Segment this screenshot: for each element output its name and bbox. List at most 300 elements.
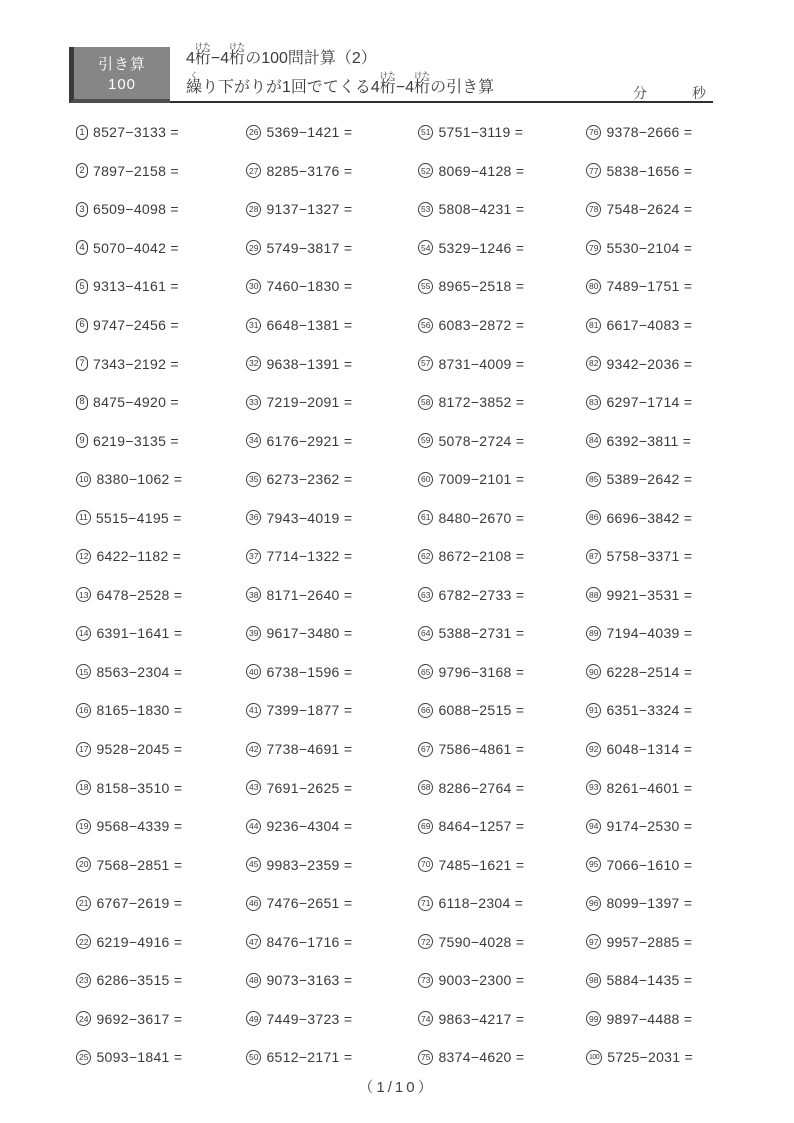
problem-row (418, 344, 586, 383)
problem-number: 16 (76, 703, 91, 718)
problem-expression: 8731−4009 = (438, 355, 525, 372)
problem-number: 68 (418, 780, 433, 795)
problem-expression: 8527−3133 = (93, 124, 179, 141)
problem-row (586, 922, 693, 961)
problem-row (246, 653, 418, 692)
problem-expression: 9921−3531 = (606, 586, 693, 603)
problem-expression: 6738−1596 = (266, 663, 353, 680)
problem-expression: 6617−4083 = (606, 317, 693, 333)
problem-expression: 8374−4620 = (438, 1049, 525, 1066)
problem-expression: 8172−3852 = (438, 394, 525, 411)
problem-number: 98 (586, 973, 601, 988)
problem-expression: 7691−2625 = (266, 779, 353, 796)
category-label: 引き算 (97, 56, 146, 73)
problem-row (76, 383, 246, 422)
problem-row (246, 190, 418, 229)
problem-row (586, 267, 693, 306)
problem-row (418, 961, 586, 1000)
problem-expression: 7485−1621 = (438, 856, 525, 873)
problem-number: 32 (246, 356, 261, 371)
problem-number: 63 (418, 587, 433, 602)
problem-number: 96 (586, 896, 601, 911)
problem-row (76, 614, 246, 653)
problem-expression: 6088−2515 = (438, 702, 525, 719)
problem-number: 11 (76, 510, 91, 525)
problem-expression: 6782−2733 = (438, 586, 525, 603)
problem-row (418, 730, 586, 769)
problem-number: 13 (76, 587, 91, 602)
problem-expression: 7489−1751 = (606, 278, 693, 295)
problem-expression: 8171−2640 = (266, 586, 353, 603)
worksheet-title: 4 桁けた −4 桁けた の100問計算（2） (186, 42, 377, 67)
problem-expression: 7399−1877 = (266, 702, 353, 719)
problem-number: 2 (76, 163, 88, 178)
problem-row (418, 306, 586, 345)
problem-row (76, 498, 246, 537)
problem-row (246, 498, 418, 537)
problem-expression: 6512−2171 = (266, 1049, 353, 1066)
problem-row (246, 344, 418, 383)
problem-row (76, 344, 246, 383)
problem-row (586, 460, 693, 499)
problem-expression: 6273−2362 = (266, 471, 353, 488)
problem-row (76, 152, 246, 191)
problem-expression: 9692−3617 = (96, 1010, 183, 1027)
problem-row (586, 691, 693, 730)
problem-number: 99 (586, 1011, 601, 1026)
problem-expression: 8475−4920 = (93, 394, 179, 411)
problem-expression: 9796−3168 = (438, 663, 525, 680)
problem-row (586, 845, 693, 884)
problem-expression: 9313−4161 = (93, 278, 179, 295)
problem-row (246, 267, 418, 306)
problem-number: 53 (418, 202, 433, 217)
problem-number: 21 (76, 896, 91, 911)
problem-row (76, 884, 246, 923)
problem-number: 78 (586, 202, 601, 217)
problem-row (76, 845, 246, 884)
problem-row (586, 576, 693, 615)
problem-expression: 9897−4488 = (606, 1010, 693, 1027)
page-indicator: （1/10） (358, 1079, 436, 1096)
problem-number: 75 (418, 1050, 433, 1065)
category-box (69, 47, 170, 103)
problem-row (418, 113, 586, 152)
problem-expression: 5070−4042 = (93, 239, 179, 256)
problem-number: 67 (418, 742, 433, 757)
problem-row (76, 961, 246, 1000)
problem-number: 60 (418, 472, 433, 487)
problem-number: 35 (246, 472, 261, 487)
problem-number: 92 (586, 742, 601, 757)
problem-expression: 5751−3119 = (438, 124, 524, 141)
problem-expression: 6648−1381 = (266, 317, 353, 333)
problem-number: 70 (418, 857, 433, 872)
minutes-label: 分 (633, 85, 647, 101)
problem-expression: 9174−2530 = (606, 818, 693, 835)
problem-row (418, 807, 586, 846)
problem-row (418, 1038, 586, 1077)
problem-row (76, 306, 246, 345)
problem-row (246, 1000, 418, 1039)
problem-count-label: 100 (107, 76, 137, 93)
problem-number: 95 (586, 857, 601, 872)
problem-expression: 6767−2619 = (96, 895, 183, 912)
problem-number: 44 (246, 819, 261, 834)
problem-expression: 7897−2158 = (93, 162, 179, 179)
problem-expression: 7568−2851 = (96, 856, 183, 873)
problem-expression: 9863−4217 = (438, 1010, 525, 1027)
problem-expression: 9342−2036 = (606, 355, 693, 372)
problem-number: 12 (76, 549, 91, 564)
problem-row (586, 768, 693, 807)
problem-row (586, 306, 693, 345)
problem-expression: 8672−2108 = (438, 548, 525, 565)
problem-row (418, 691, 586, 730)
problem-row (76, 229, 246, 268)
problem-row (246, 768, 418, 807)
problem-expression: 5389−2642 = (606, 471, 693, 488)
problem-row (418, 152, 586, 191)
problem-expression: 5388−2731 = (438, 625, 525, 642)
problem-row (418, 460, 586, 499)
problem-row (76, 1000, 246, 1039)
problem-number: 72 (418, 934, 433, 949)
problem-expression: 9003−2300 = (438, 972, 525, 989)
problem-number: 52 (418, 163, 433, 178)
problem-expression: 9957−2885 = (606, 933, 693, 950)
problem-number: 10 (76, 472, 91, 487)
problem-expression: 7449−3723 = (266, 1010, 353, 1027)
problem-row (246, 614, 418, 653)
problem-number: 55 (418, 279, 433, 294)
problem-expression: 7219−2091 = (266, 394, 353, 411)
problem-number: 9 (76, 433, 88, 448)
problem-expression: 9568−4339 = (96, 818, 183, 835)
problem-row (418, 845, 586, 884)
problem-number: 93 (586, 780, 601, 795)
problem-expression: 9137−1327 = (266, 201, 353, 218)
problem-expression: 6392−3811 = (606, 432, 692, 449)
problem-number: 90 (586, 664, 601, 679)
problem-expression: 8965−2518 = (438, 278, 525, 295)
problem-expression: 8165−1830 = (96, 702, 183, 719)
problem-number: 94 (586, 819, 601, 834)
problem-number: 34 (246, 433, 261, 448)
problem-row (418, 614, 586, 653)
problem-expression: 8285−3176 = (266, 162, 353, 179)
problem-row (246, 961, 418, 1000)
problem-number: 14 (76, 626, 91, 641)
problem-number: 51 (418, 125, 433, 140)
problem-row (76, 421, 246, 460)
problem-row (418, 1000, 586, 1039)
problem-row (586, 344, 693, 383)
seconds-label: 秒 (692, 85, 706, 101)
problem-row (418, 922, 586, 961)
problem-expression: 5515−4195 = (95, 509, 182, 526)
problem-number: 69 (418, 819, 433, 834)
problem-row (246, 383, 418, 422)
problem-row (246, 460, 418, 499)
problem-row (246, 730, 418, 769)
problem-expression: 9073−3163 = (266, 972, 353, 989)
problem-expression: 7009−2101 = (438, 471, 525, 488)
problem-row (418, 653, 586, 692)
problem-number: 50 (246, 1050, 261, 1065)
problem-expression: 6219−3135 = (93, 432, 179, 449)
problem-number: 17 (76, 742, 91, 757)
problems-grid (76, 113, 693, 1077)
problem-number: 19 (76, 819, 91, 834)
problem-number: 5 (76, 279, 88, 294)
problem-expression: 6422−1182 = (96, 548, 182, 565)
problem-row (76, 922, 246, 961)
problem-expression: 6118−2304 = (438, 895, 524, 912)
problem-expression: 6286−3515 = (96, 972, 183, 989)
problem-number: 1 (76, 125, 88, 140)
problem-expression: 8464−1257 = (438, 818, 525, 835)
problem-row (418, 267, 586, 306)
problem-expression: 8476−1716 = (266, 933, 353, 950)
problem-number: 46 (246, 896, 261, 911)
problem-row (586, 190, 693, 229)
problem-row (246, 113, 418, 152)
problem-number: 20 (76, 857, 91, 872)
problem-expression: 7738−4691 = (266, 741, 353, 758)
problem-row (586, 152, 693, 191)
problem-expression: 7066−1610 = (606, 856, 693, 873)
problem-row (586, 537, 693, 576)
problem-number: 88 (586, 587, 601, 602)
problem-number: 7 (76, 356, 88, 371)
problem-row (418, 884, 586, 923)
problem-expression: 7943−4019 = (266, 509, 353, 526)
problem-row (76, 576, 246, 615)
problem-expression: 7714−1322 = (266, 548, 353, 565)
problem-number: 18 (76, 780, 91, 795)
problem-number: 36 (246, 510, 261, 525)
problem-row (76, 691, 246, 730)
problem-expression: 9638−1391 = (266, 355, 353, 372)
problem-number: 65 (418, 664, 433, 679)
problem-row (586, 421, 693, 460)
problem-row (418, 190, 586, 229)
problem-expression: 5725−2031 = (607, 1049, 694, 1066)
problem-number: 56 (418, 318, 433, 333)
problem-number: 58 (418, 395, 433, 410)
problem-expression: 6696−3842 = (606, 509, 693, 526)
problem-number: 73 (418, 973, 433, 988)
problem-expression: 8099−1397 = (606, 895, 693, 912)
problem-row (586, 1038, 693, 1077)
problem-row (246, 884, 418, 923)
title-block (186, 42, 494, 100)
problem-number: 61 (418, 510, 433, 525)
problem-row (586, 653, 693, 692)
problem-row (586, 614, 693, 653)
problem-number: 41 (246, 703, 261, 718)
problem-number: 47 (246, 934, 261, 949)
problem-number: 8 (76, 395, 88, 410)
problem-number: 30 (246, 279, 261, 294)
problem-row (246, 845, 418, 884)
problem-row (418, 498, 586, 537)
problem-number: 42 (246, 742, 261, 757)
problem-number: 15 (76, 664, 91, 679)
problem-row (246, 922, 418, 961)
problem-expression: 9528−2045 = (96, 741, 183, 758)
problem-row (76, 190, 246, 229)
problem-expression: 6509−4098 = (93, 201, 179, 218)
problem-expression: 6478−2528 = (96, 586, 183, 603)
problem-number: 84 (586, 433, 601, 448)
problem-expression: 9747−2456 = (93, 317, 179, 333)
problem-row (586, 498, 693, 537)
problem-row (76, 807, 246, 846)
problem-number: 66 (418, 703, 433, 718)
problem-row (418, 537, 586, 576)
problem-expression: 7548−2624 = (606, 201, 693, 218)
problem-row (246, 537, 418, 576)
problem-row (246, 691, 418, 730)
problem-row (76, 1038, 246, 1077)
problem-expression: 8380−1062 = (96, 471, 183, 488)
problem-expression: 8069−4128 = (438, 162, 525, 179)
problem-expression: 5749−3817 = (266, 239, 353, 256)
problem-number: 23 (76, 973, 91, 988)
problem-number: 62 (418, 549, 433, 564)
problem-number: 45 (246, 857, 261, 872)
problem-expression: 8261−4601 = (606, 779, 693, 796)
problem-number: 91 (586, 703, 601, 718)
problem-number: 54 (418, 240, 433, 255)
problem-row (586, 961, 693, 1000)
problem-expression: 5758−3371 = (606, 548, 693, 565)
problem-number: 24 (76, 1011, 91, 1026)
problem-row (586, 113, 693, 152)
problem-number: 43 (246, 780, 261, 795)
problem-number: 48 (246, 973, 261, 988)
problem-row (586, 1000, 693, 1039)
problem-number: 3 (76, 202, 88, 217)
problem-expression: 5808−4231 = (438, 201, 525, 218)
problem-number: 28 (246, 202, 261, 217)
problem-expression: 9983−2359 = (266, 856, 353, 873)
problem-row (246, 229, 418, 268)
problem-number: 29 (246, 240, 261, 255)
problem-number: 89 (586, 626, 601, 641)
problem-expression: 6048−1314 = (606, 741, 693, 758)
problem-expression: 9617−3480 = (266, 625, 353, 642)
problem-row (586, 229, 693, 268)
problem-expression: 6228−2514 = (606, 663, 693, 680)
problem-number: 85 (586, 472, 601, 487)
problem-expression: 5093−1841 = (96, 1049, 183, 1066)
problem-number: 22 (76, 934, 91, 949)
problem-row (418, 768, 586, 807)
problem-number: 38 (246, 587, 261, 602)
problem-row (246, 152, 418, 191)
problem-expression: 9378−2666 = (606, 124, 693, 141)
problem-expression: 6351−3324 = (606, 702, 693, 719)
problem-number: 76 (586, 125, 601, 140)
problem-number: 81 (586, 318, 601, 333)
problem-row (76, 113, 246, 152)
problem-expression: 7194−4039 = (606, 625, 693, 642)
problem-row (418, 229, 586, 268)
problem-expression: 5530−2104 = (606, 239, 693, 256)
problem-number: 82 (586, 356, 601, 371)
problem-number: 64 (418, 626, 433, 641)
problem-number: 40 (246, 664, 261, 679)
problem-number: 26 (246, 125, 261, 140)
problem-expression: 7460−1830 = (266, 278, 353, 295)
problem-expression: 5884−1435 = (606, 972, 693, 989)
problem-expression: 8563−2304 = (96, 663, 183, 680)
problem-number: 27 (246, 163, 261, 178)
problem-number: 39 (246, 626, 261, 641)
problem-number: 77 (586, 163, 601, 178)
problem-number: 33 (246, 395, 261, 410)
problem-row (586, 730, 693, 769)
problem-row (418, 421, 586, 460)
problem-expression: 8480−2670 = (438, 509, 525, 526)
problem-row (76, 267, 246, 306)
problem-expression: 6391−1641 = (96, 625, 183, 642)
problem-number: 97 (586, 934, 601, 949)
problem-row (246, 576, 418, 615)
problem-expression: 7586−4861 = (438, 741, 525, 758)
problem-row (76, 653, 246, 692)
problem-number: 4 (76, 240, 88, 255)
problem-row (246, 306, 418, 345)
problem-expression: 8158−3510 = (96, 779, 183, 796)
problem-number: 49 (246, 1011, 261, 1026)
problem-expression: 5078−2724 = (438, 432, 525, 449)
problem-number: 79 (586, 240, 601, 255)
problem-number: 80 (586, 279, 601, 294)
problem-row (418, 576, 586, 615)
problem-expression: 6083−2872 = (438, 317, 525, 333)
problem-row (246, 1038, 418, 1077)
problem-number: 57 (418, 356, 433, 371)
problem-row (76, 768, 246, 807)
worksheet-subtitle: 繰く り下がりが1回でてくる4 桁けた −4 桁けた の引き算 (186, 71, 495, 96)
problem-number: 37 (246, 549, 261, 564)
problem-number: 87 (586, 549, 601, 564)
problem-expression: 8286−2764 = (438, 779, 525, 796)
problem-expression: 7343−2192 = (93, 355, 179, 372)
problem-expression: 6176−2921 = (266, 432, 353, 449)
problem-number: 71 (418, 896, 433, 911)
problem-number: 86 (586, 510, 601, 525)
problem-number: 6 (76, 318, 88, 333)
problem-number: 31 (246, 318, 261, 333)
problem-row (76, 537, 246, 576)
problem-number: 59 (418, 433, 433, 448)
problem-row (76, 730, 246, 769)
problem-expression: 7476−2651 = (266, 895, 353, 912)
problem-number: 100 (586, 1050, 602, 1065)
problem-expression: 5838−1656 = (606, 162, 693, 179)
problem-number: 25 (76, 1050, 91, 1065)
problem-expression: 6219−4916 = (96, 933, 183, 950)
problem-row (586, 383, 693, 422)
problem-row (246, 421, 418, 460)
problem-expression: 6297−1714 = (606, 394, 693, 411)
problem-expression: 7590−4028 = (438, 933, 525, 950)
